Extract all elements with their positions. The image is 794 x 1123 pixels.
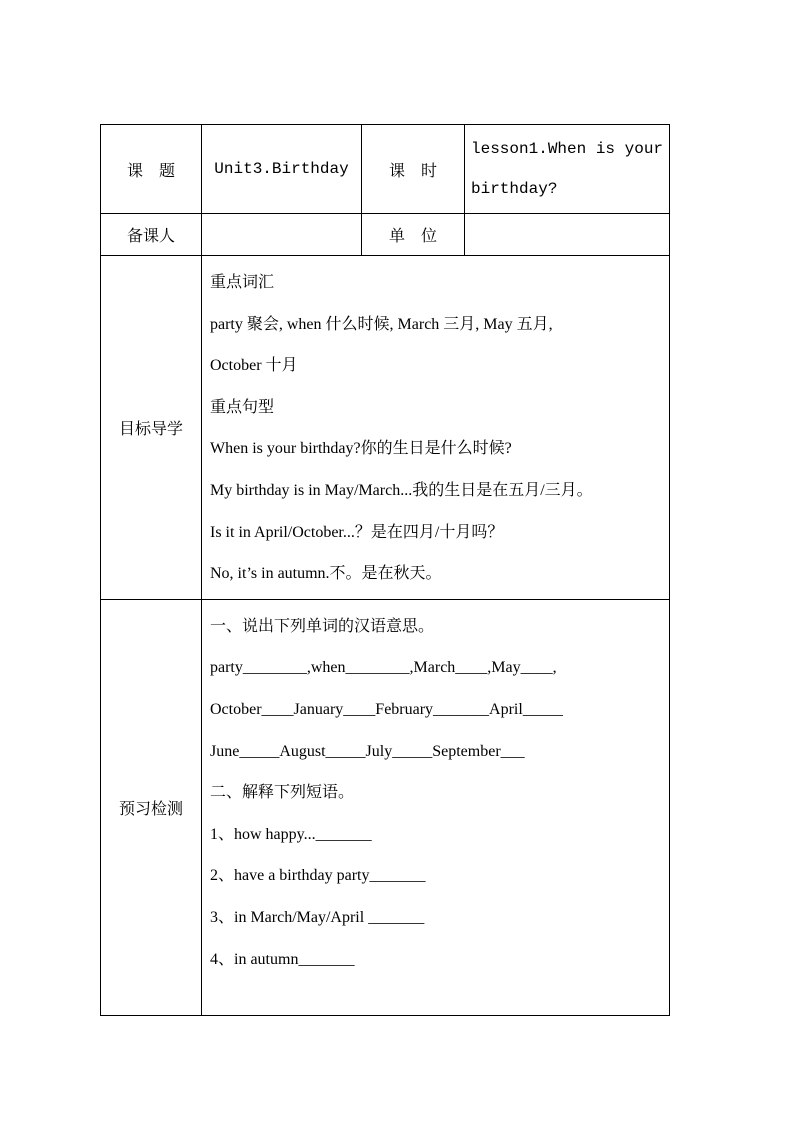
goals-row: [101, 256, 670, 600]
preparer-value: [202, 214, 362, 256]
goals-line: Is it in April/October...？是在四月/十月吗？: [210, 523, 504, 541]
unit-value: [465, 214, 670, 256]
goals-line: 重点句型: [210, 398, 275, 416]
topic-value: Unit3.Birthday: [202, 125, 362, 214]
header-row-1: [101, 125, 670, 214]
preview-content: [202, 599, 670, 1015]
preview-line: October____January____February_______April_____: [210, 700, 563, 718]
goals-line: October 十月: [210, 357, 298, 375]
period-label: 课 时: [362, 125, 465, 214]
unit-label: 单 位: [362, 214, 465, 256]
goals-line: 重点词汇: [210, 274, 275, 291]
preview-label: 预习检测: [101, 599, 202, 1015]
preview-line: 1、how happy..._______: [210, 825, 372, 843]
preview-line: 2、have a birthday party_______: [210, 867, 426, 885]
goals-label: 目标导学: [101, 256, 202, 600]
period-value-line-1: lesson1.When is your: [471, 140, 664, 158]
preparer-label: 备课人: [101, 214, 202, 256]
goals-line: No, it’s in autumn.不。是在秋天。: [210, 565, 442, 583]
topic-label: 课 题: [101, 125, 202, 214]
goals-content: [202, 256, 670, 600]
preview-line: 4、in autumn_______: [210, 950, 355, 968]
goals-line: When is your birthday?你的生日是什么时候?: [210, 440, 512, 458]
preview-line: 二、解释下列短语。: [210, 784, 355, 802]
preview-line: June_____August_____July_____September___: [210, 742, 525, 760]
preview-line: 3、in March/May/April _______: [210, 908, 425, 926]
lesson-plan-table: [100, 124, 670, 1016]
preview-line: 一、说出下列单词的汉语意思。: [210, 617, 435, 635]
goals-line: My birthday is in May/March...我的生日是在五月/三月。: [210, 481, 593, 499]
preview-line: party________,when________,March____,May____,: [210, 659, 557, 677]
header-row-2: [101, 214, 670, 256]
goals-line: party 聚会, when 什么时候, March 三月, May 五月,: [210, 315, 553, 333]
preview-row: [101, 599, 670, 1015]
period-value: [465, 125, 670, 214]
period-value-line-2: birthday?: [471, 180, 558, 198]
